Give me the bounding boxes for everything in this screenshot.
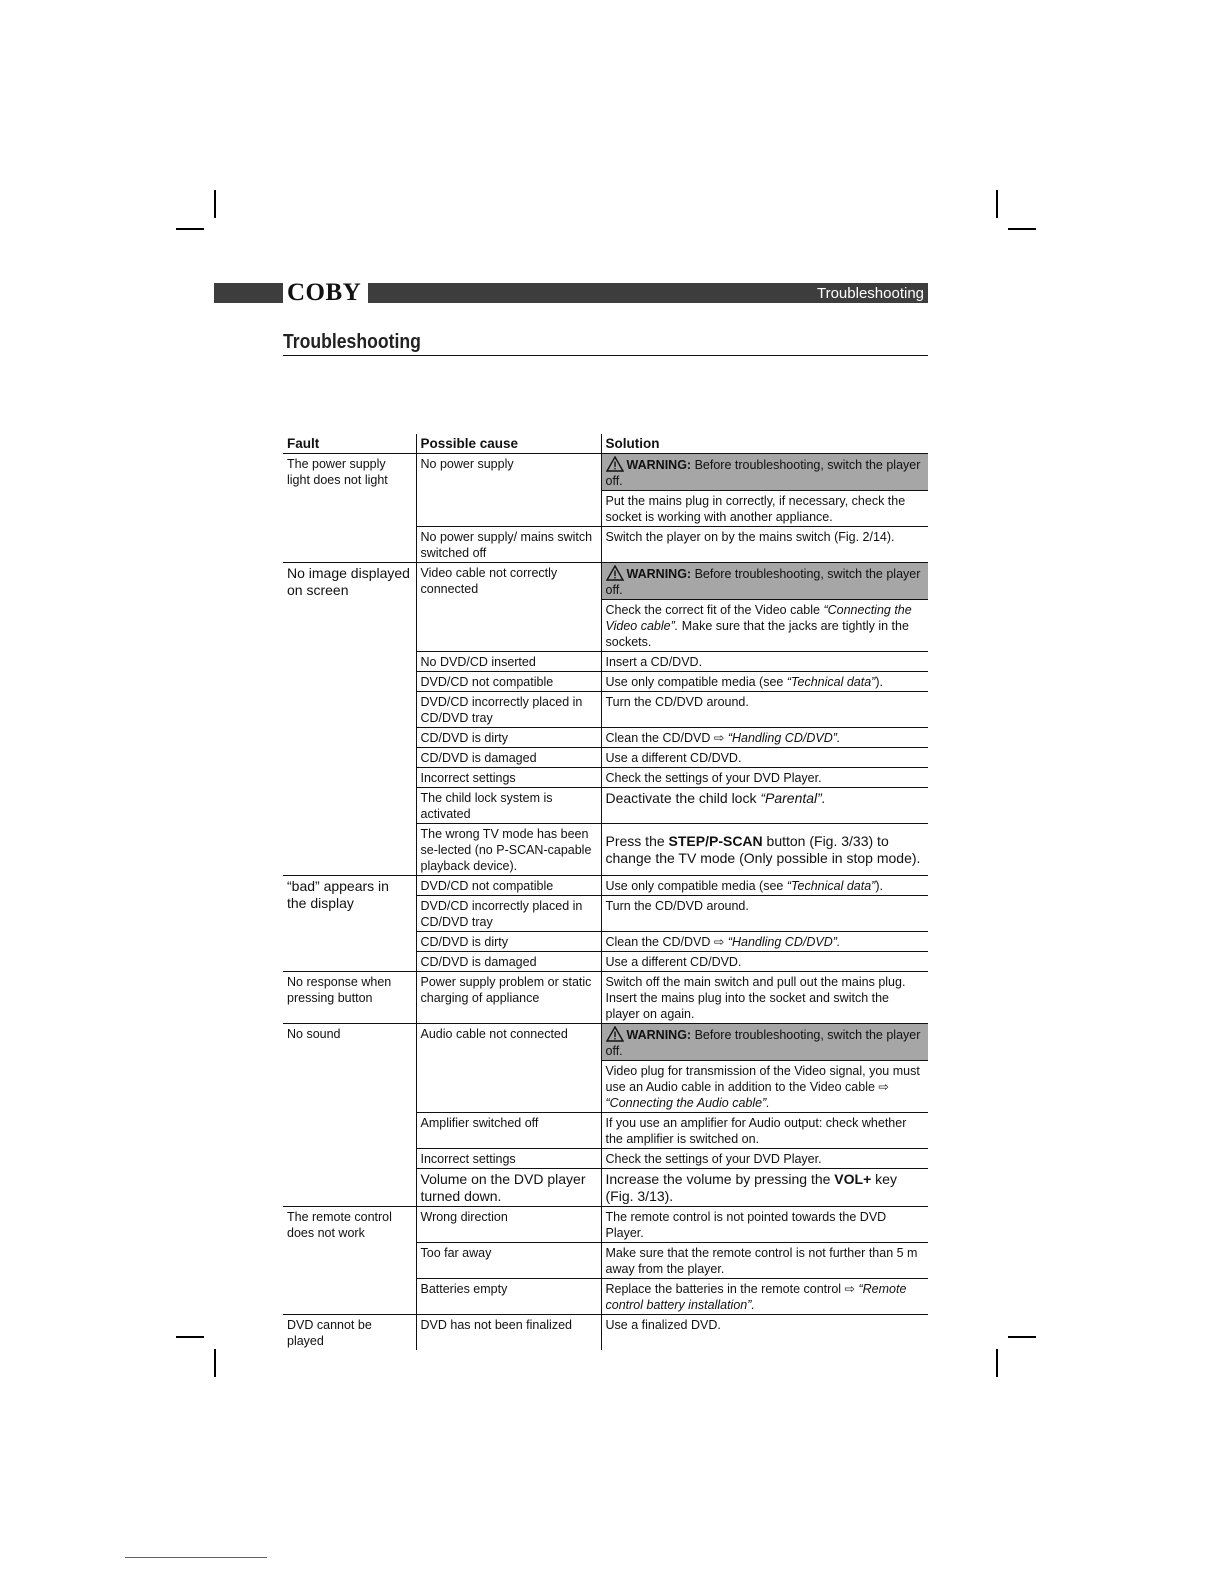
solution-cell: The remote control is not pointed towards the DVD Player. xyxy=(601,1207,928,1243)
troubleshooting-table xyxy=(283,434,928,1350)
title-rule xyxy=(283,355,928,356)
table-row xyxy=(283,876,928,896)
cause-cell: DVD/CD not compatible xyxy=(416,876,601,896)
cause-cell: The child lock system is activated xyxy=(416,788,601,824)
warning-text: Before troubleshooting, switch the player off. xyxy=(605,1028,921,1058)
solution-text: Deactivate the child lock xyxy=(605,790,761,806)
crop-mark xyxy=(176,228,204,230)
solution-cell: Use a different CD/DVD. xyxy=(601,748,928,768)
key-name: STEP/P-SCAN xyxy=(668,833,763,849)
solution-text: ). xyxy=(875,675,883,689)
cause-cell: No DVD/CD inserted xyxy=(416,652,601,672)
cross-reference: “Remote control battery installation”. xyxy=(605,1282,907,1312)
solution-text: key (Fig. 3/13). xyxy=(605,1171,897,1204)
table-row xyxy=(283,1024,928,1061)
solution-text: Use only compatible media (see xyxy=(605,675,787,689)
warning-text: Before troubleshooting, switch the player off. xyxy=(605,458,921,488)
warning-cell xyxy=(601,563,928,600)
fault-cell: No sound xyxy=(283,1024,416,1207)
fault-cell: DVD cannot be played xyxy=(287,1318,372,1348)
cross-reference: “Technical data” xyxy=(786,675,876,689)
cross-reference: “Technical data” xyxy=(786,879,876,893)
column-header-solution: Solution xyxy=(601,434,928,454)
crop-mark xyxy=(214,190,216,218)
cross-reference: “Handling CD/DVD”. xyxy=(727,935,841,949)
solution-text: button (Fig. 3/33) to change the TV mode (Only possible in stop mode). xyxy=(605,833,921,866)
fault-cell: “bad” appears in the display xyxy=(283,876,416,972)
table-header-row xyxy=(283,434,928,454)
fault-cell: No image displayed on screen xyxy=(283,563,416,876)
solution-cell xyxy=(601,672,928,692)
solution-cell: Turn the CD/DVD around. xyxy=(601,896,928,932)
page-title: Troubleshooting xyxy=(283,331,421,353)
cause-cell: CD/DVD is damaged xyxy=(416,952,601,972)
solution-cell: Insert a CD/DVD. xyxy=(601,652,928,672)
solution-cell xyxy=(601,788,928,824)
solution-cell xyxy=(601,876,928,896)
cross-reference: “Connecting the Audio cable”. xyxy=(605,1096,770,1110)
cause-cell: Too far away xyxy=(416,1243,601,1279)
solution-text: Clean the CD/DVD ⇨ xyxy=(605,731,728,745)
crop-mark xyxy=(1008,228,1036,230)
solution-text: Make sure that the jacks are tightly in the sockets. xyxy=(605,619,909,649)
crop-mark xyxy=(996,190,998,218)
cause-cell: Audio cable not connected xyxy=(416,1024,601,1113)
solution-cell: Check the settings of your DVD Player. xyxy=(601,768,928,788)
key-name: VOL+ xyxy=(834,1171,872,1187)
cause-cell: DVD has not been finalized xyxy=(416,1315,601,1351)
cause-cell: No power supply/ mains switch switched off xyxy=(416,527,601,563)
solution-text: Use only compatible media (see xyxy=(605,879,787,893)
warning-cell xyxy=(601,1024,928,1061)
warning-triangle-icon xyxy=(606,1026,624,1042)
cause-cell: Power supply problem or static charging of appliance xyxy=(416,972,601,1024)
warning-triangle-icon xyxy=(606,565,624,581)
warning-label: WARNING: xyxy=(626,458,692,472)
cause-cell: The wrong TV mode has been se-lected (no P-SCAN-capable playback device). xyxy=(416,824,601,876)
cause-cell: Incorrect settings xyxy=(416,1149,601,1169)
table-row xyxy=(283,454,928,491)
table-row xyxy=(283,563,928,600)
fault-cell: No response when pressing button xyxy=(283,972,416,1024)
crop-mark xyxy=(176,1336,204,1338)
solution-text: Press the xyxy=(605,833,669,849)
warning-triangle-icon xyxy=(606,456,624,472)
column-header-cause: Possible cause xyxy=(416,434,601,454)
solution-cell xyxy=(601,600,928,652)
solution-cell: Switch off the main switch and pull out the mains plug. Insert the mains plug into the socket and switch the player on again. xyxy=(601,972,928,1024)
cause-cell: Batteries empty xyxy=(416,1279,601,1315)
cause-cell: DVD/CD incorrectly placed in CD/DVD tray xyxy=(416,692,601,728)
cause-cell: CD/DVD is damaged xyxy=(416,748,601,768)
crop-mark xyxy=(214,1349,216,1377)
warning-label: WARNING: xyxy=(626,567,692,581)
solution-cell: Make sure that the remote control is not further than 5 m away from the player. xyxy=(601,1243,928,1279)
solution-cell: Use a finalized DVD. xyxy=(601,1315,928,1351)
cross-reference: “Connecting the Video cable”. xyxy=(605,603,912,633)
warning-label: WARNING: xyxy=(626,1028,692,1042)
solution-cell xyxy=(601,1279,928,1315)
cause-cell: CD/DVD is dirty xyxy=(416,728,601,748)
solution-cell: Switch the player on by the mains switch (Fig. 2/14). xyxy=(601,527,928,563)
solution-text: Check the correct fit of the Video cable xyxy=(605,603,824,617)
fault-cell: The remote control does not work xyxy=(283,1207,416,1315)
cause-cell: DVD/CD incorrectly placed in CD/DVD tray xyxy=(416,896,601,932)
cause-cell: Amplifier switched off xyxy=(416,1113,601,1149)
cross-reference: “Parental”. xyxy=(760,790,826,806)
solution-text: Clean the CD/DVD ⇨ xyxy=(605,935,728,949)
table-row xyxy=(283,1315,928,1351)
table-row xyxy=(283,972,928,1024)
cause-cell: Wrong direction xyxy=(416,1207,601,1243)
warning-text: Before troubleshooting, switch the player off. xyxy=(605,567,921,597)
cause-cell: CD/DVD is dirty xyxy=(416,932,601,952)
solution-text: Video plug for transmission of the Video signal, you must use an Audio cable in addition to the Video cable ⇨ xyxy=(605,1064,920,1094)
section-tag: Troubleshooting xyxy=(816,285,924,302)
solution-cell: If you use an amplifier for Audio output: check whether the amplifier is switched on. xyxy=(601,1113,928,1149)
solution-cell xyxy=(601,728,928,748)
table-row xyxy=(283,1207,928,1243)
solution-cell xyxy=(601,1169,928,1207)
solution-text: Increase the volume by pressing the xyxy=(605,1171,835,1187)
column-header-fault: Fault xyxy=(283,434,416,454)
crop-mark xyxy=(1008,1336,1036,1338)
warning-cell xyxy=(601,454,928,491)
crop-mark xyxy=(996,1349,998,1377)
solution-cell: Put the mains plug in correctly, if necessary, check the socket is working with another appliance. xyxy=(601,491,928,527)
solution-cell: Turn the CD/DVD around. xyxy=(601,692,928,728)
bottom-underline xyxy=(125,1557,267,1558)
solution-text: ). xyxy=(875,879,883,893)
solution-cell: Check the settings of your DVD Player. xyxy=(601,1149,928,1169)
cause-cell: Incorrect settings xyxy=(416,768,601,788)
solution-cell xyxy=(601,824,928,876)
cause-cell: Video cable not correctly connected xyxy=(416,563,601,652)
cross-reference: “Handling CD/DVD”. xyxy=(727,731,841,745)
brand-logo: COBY xyxy=(283,279,368,306)
cause-cell: No power supply xyxy=(416,454,601,527)
fault-cell: The power supply light does not light xyxy=(283,454,416,563)
solution-cell xyxy=(601,932,928,952)
solution-cell xyxy=(601,1061,928,1113)
solution-text: Replace the batteries in the remote control ⇨ xyxy=(605,1282,859,1296)
cause-cell: DVD/CD not compatible xyxy=(416,672,601,692)
cause-cell: Volume on the DVD player turned down. xyxy=(416,1169,601,1207)
solution-cell: Use a different CD/DVD. xyxy=(601,952,928,972)
